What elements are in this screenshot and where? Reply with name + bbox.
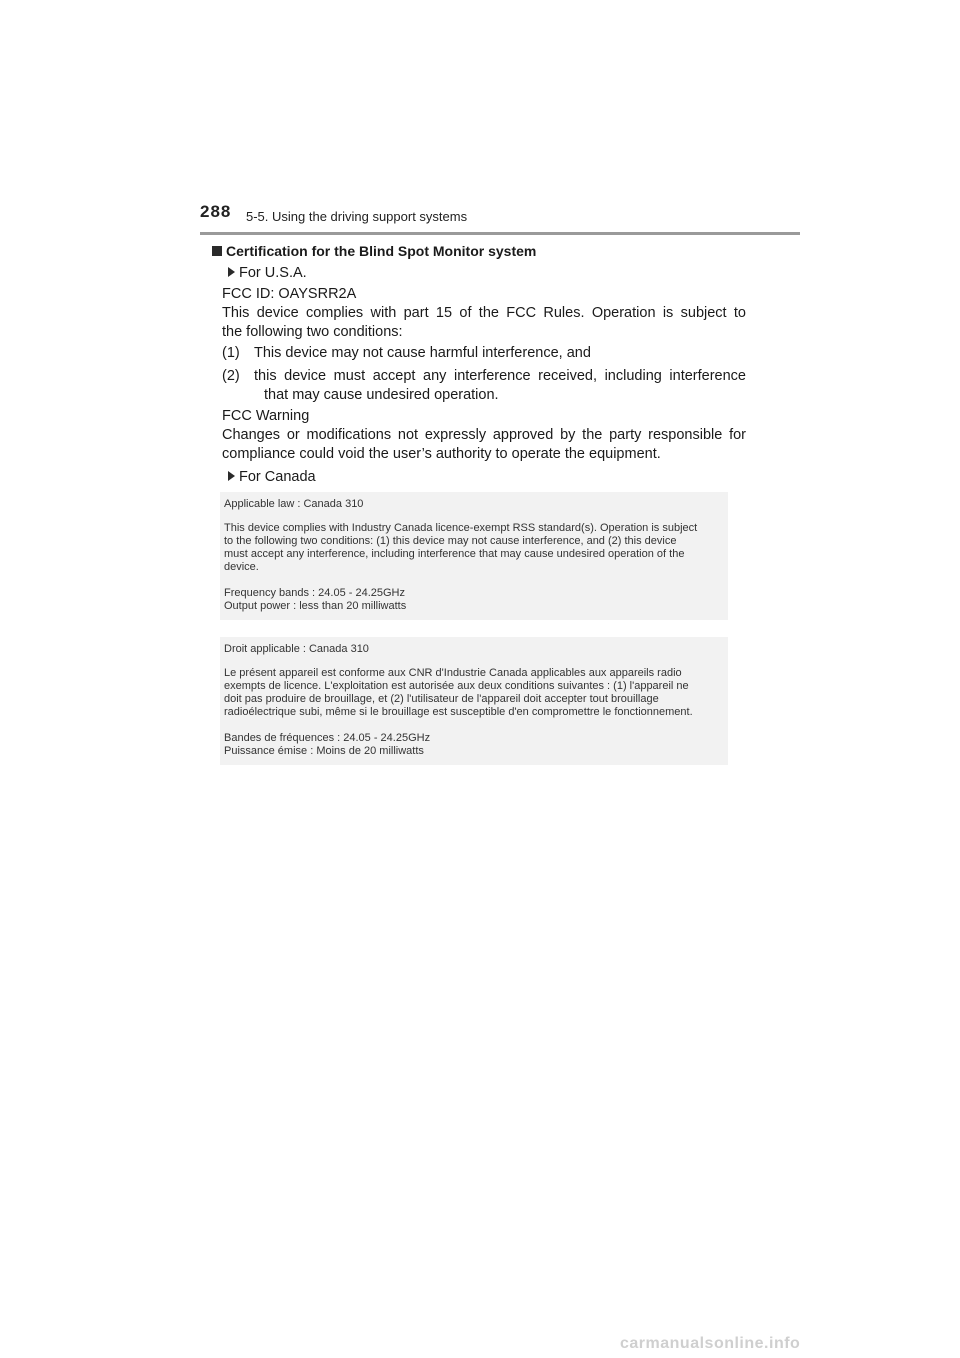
condition-1-number: (1) xyxy=(222,345,240,361)
canada-label-english xyxy=(220,492,728,620)
english-frequency: Frequency bands : 24.05 - 24.25GHz xyxy=(224,587,405,599)
french-text-line-3: doit pas produire de brouillage, et (2) l'utilisateur de l'appareil doit accepter tout brouillage xyxy=(224,693,659,705)
english-text-line-1: This device complies with Industry Canada licence-exempt RSS standard(s). Operation is subject xyxy=(224,522,698,534)
condition-2-line-1: this device must accept any interference received, including interference xyxy=(254,368,746,384)
compliance-line-2: the following two conditions: xyxy=(222,324,403,340)
english-text-line-3: must accept any interference, including interference that may cause undesired operation of the xyxy=(224,548,685,560)
french-power: Puissance émise : Moins de 20 milliwatts xyxy=(224,745,424,757)
section-title: 5-5. Using the driving support systems xyxy=(246,209,468,224)
english-law: Applicable law : Canada 310 xyxy=(224,498,364,510)
french-text-line-1: Le présent appareil est conforme aux CNR d'Industrie Canada applicables aux appareils radio xyxy=(224,667,682,679)
condition-2-line-2: that may cause undesired operation. xyxy=(264,387,499,403)
condition-2-number: (2) xyxy=(222,368,240,384)
fcc-warning-title: FCC Warning xyxy=(222,408,310,424)
compliance-line-1: This device complies with part 15 of the FCC Rules. Operation is subject to xyxy=(222,305,746,321)
triangle-bullet-icon xyxy=(228,471,235,481)
french-frequency: Bandes de fréquences : 24.05 - 24.25GHz xyxy=(224,732,431,744)
french-text-line-4: radioélectrique subi, même si le brouillage est susceptible d'en compromettre le fonctionnement. xyxy=(224,706,693,718)
page-header xyxy=(200,200,800,236)
canada-label-french xyxy=(220,637,728,765)
canada-label: For Canada xyxy=(239,469,316,485)
condition-1-text: This device may not cause harmful interference, and xyxy=(254,345,591,361)
triangle-bullet-icon xyxy=(228,267,235,277)
french-law: Droit applicable : Canada 310 xyxy=(224,643,369,655)
usa-label: For U.S.A. xyxy=(239,265,307,281)
english-text-line-2: to the following two conditions: (1) this device may not cause interference, and (2) this device xyxy=(224,535,677,547)
header-divider xyxy=(200,232,800,235)
fcc-id: FCC ID: OAYSRR2A xyxy=(222,286,357,302)
watermark: carmanualsonline.info xyxy=(620,1335,801,1352)
canada-subheading xyxy=(228,468,316,487)
fcc-warning-paragraph xyxy=(222,407,746,464)
fcc-warning-line-2: compliance could void the user’s authority to operate the equipment. xyxy=(222,446,661,462)
english-power: Output power : less than 20 milliwatts xyxy=(224,600,407,612)
section-heading xyxy=(212,242,536,261)
english-text-line-4: device. xyxy=(224,561,259,573)
page-number: 288 xyxy=(200,202,232,221)
heading-text: Certification for the Blind Spot Monitor system xyxy=(226,243,537,259)
usa-subheading xyxy=(228,264,307,283)
condition-2-text xyxy=(254,367,746,405)
fcc-id-paragraph xyxy=(222,285,746,342)
square-bullet-icon xyxy=(212,246,222,256)
fcc-warning-line-1: Changes or modifications not expressly approved by the party responsible for xyxy=(222,427,746,443)
french-text-line-2: exempts de licence. L'exploitation est autorisée aux deux conditions suivantes : (1) l'appareil ne xyxy=(224,680,689,692)
